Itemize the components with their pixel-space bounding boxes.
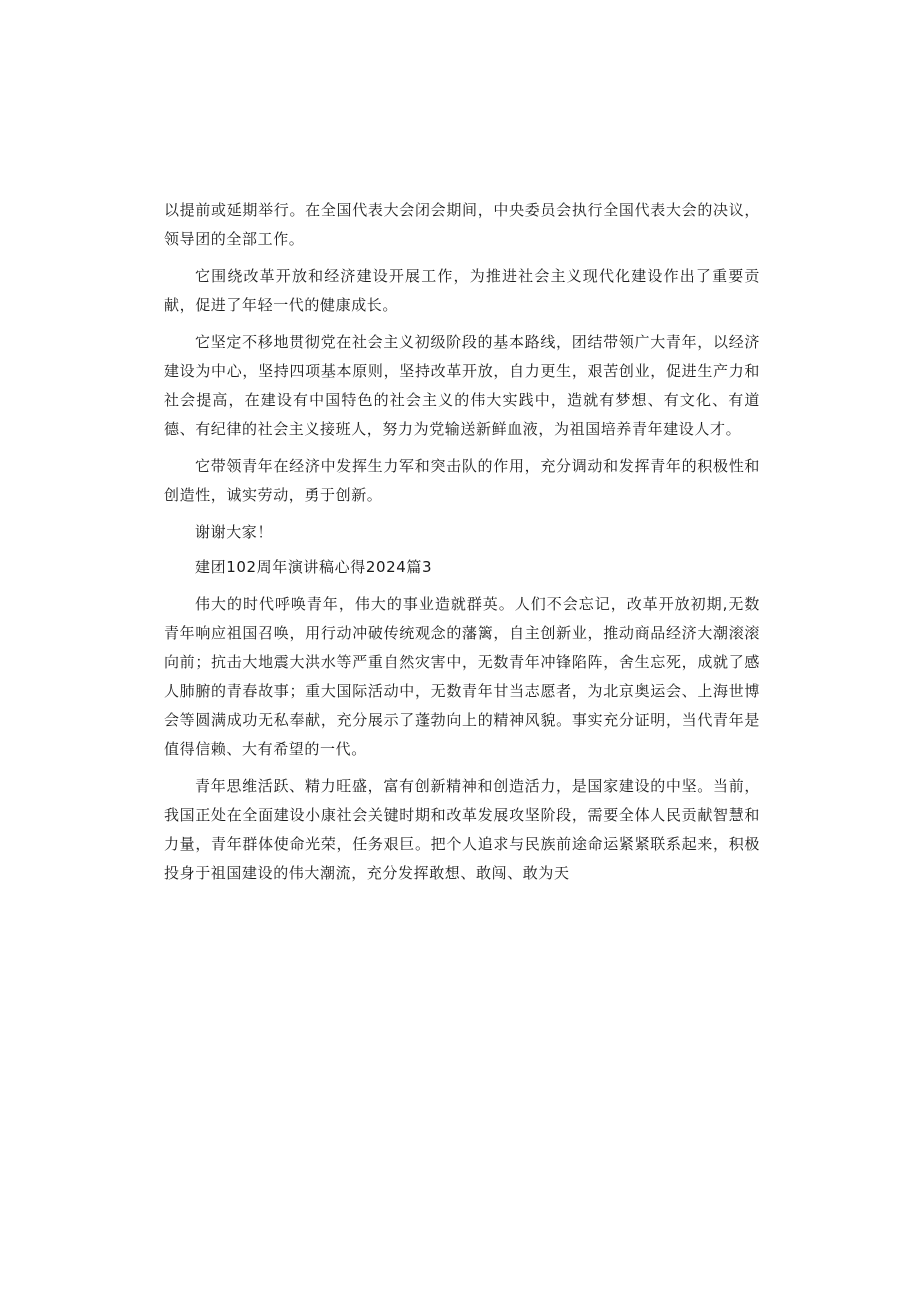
paragraph: 青年思维活跃、精力旺盛，富有创新精神和创造活力，是国家建设的中坚。当前，我国正处在全面建设小康社会关键时期和改革发展攻坚阶段，需要全体人民贡献智慧和力量，青年群体使命光荣，任务艰巨。把个人追求与民族前途命运紧紧联系起来，积极投身于祖国建设的伟大潮流，充分发挥敢想、敢闯、敢为天 <box>164 777 760 882</box>
paragraph: 它带领青年在经济中发挥生力军和突击队的作用，充分调动和发挥青年的积极性和创造性，诚实劳动，勇于创新。 <box>164 457 760 504</box>
paragraph: 伟大的时代呼唤青年，伟大的事业造就群英。人们不会忘记，改革开放初期,无数青年响应祖国召唤，用行动冲破传统观念的藩篱，自主创新业，推动商品经济大潮滚滚向前；抗击大地震大洪水等严重自然灾害中，无数青年冲锋陷阵，舍生忘死，成就了感人肺腑的青春故事；重大国际活动中，无数青年甘当志愿者，为北京奥运会、上海世博会等圆满成功无私奉献，充分展示了蓬勃向上的精神风貌。事实充分证明，当代青年是值得信赖、大有希望的一代。 <box>164 595 760 758</box>
closing-line: 谢谢大家！ <box>195 523 274 541</box>
paragraph-continuation: 以提前或延期举行。在全国代表大会闭会期间，中央委员会执行全国代表大会的决议，领导团的全部工作。 <box>164 201 760 248</box>
document-page <box>164 196 760 896</box>
section-heading: 建团102周年演讲稿心得2024篇3 <box>195 558 433 576</box>
paragraph: 它围绕改革开放和经济建设开展工作，为推进社会主义现代化建设作出了重要贡献，促进了年轻一代的健康成长。 <box>164 267 760 314</box>
paragraph: 它坚定不移地贯彻党在社会主义初级阶段的基本路线，团结带领广大青年，以经济建设为中心，坚持四项基本原则，坚持改革开放，自力更生，艰苦创业，促进生产力和社会提高，在建设有中国特色的社会主义的伟大实践中，造就有梦想、有文化、有道德、有纪律的社会主义接班人，努力为党输送新鲜血液，为祖国培养青年建设人才。 <box>164 333 760 438</box>
